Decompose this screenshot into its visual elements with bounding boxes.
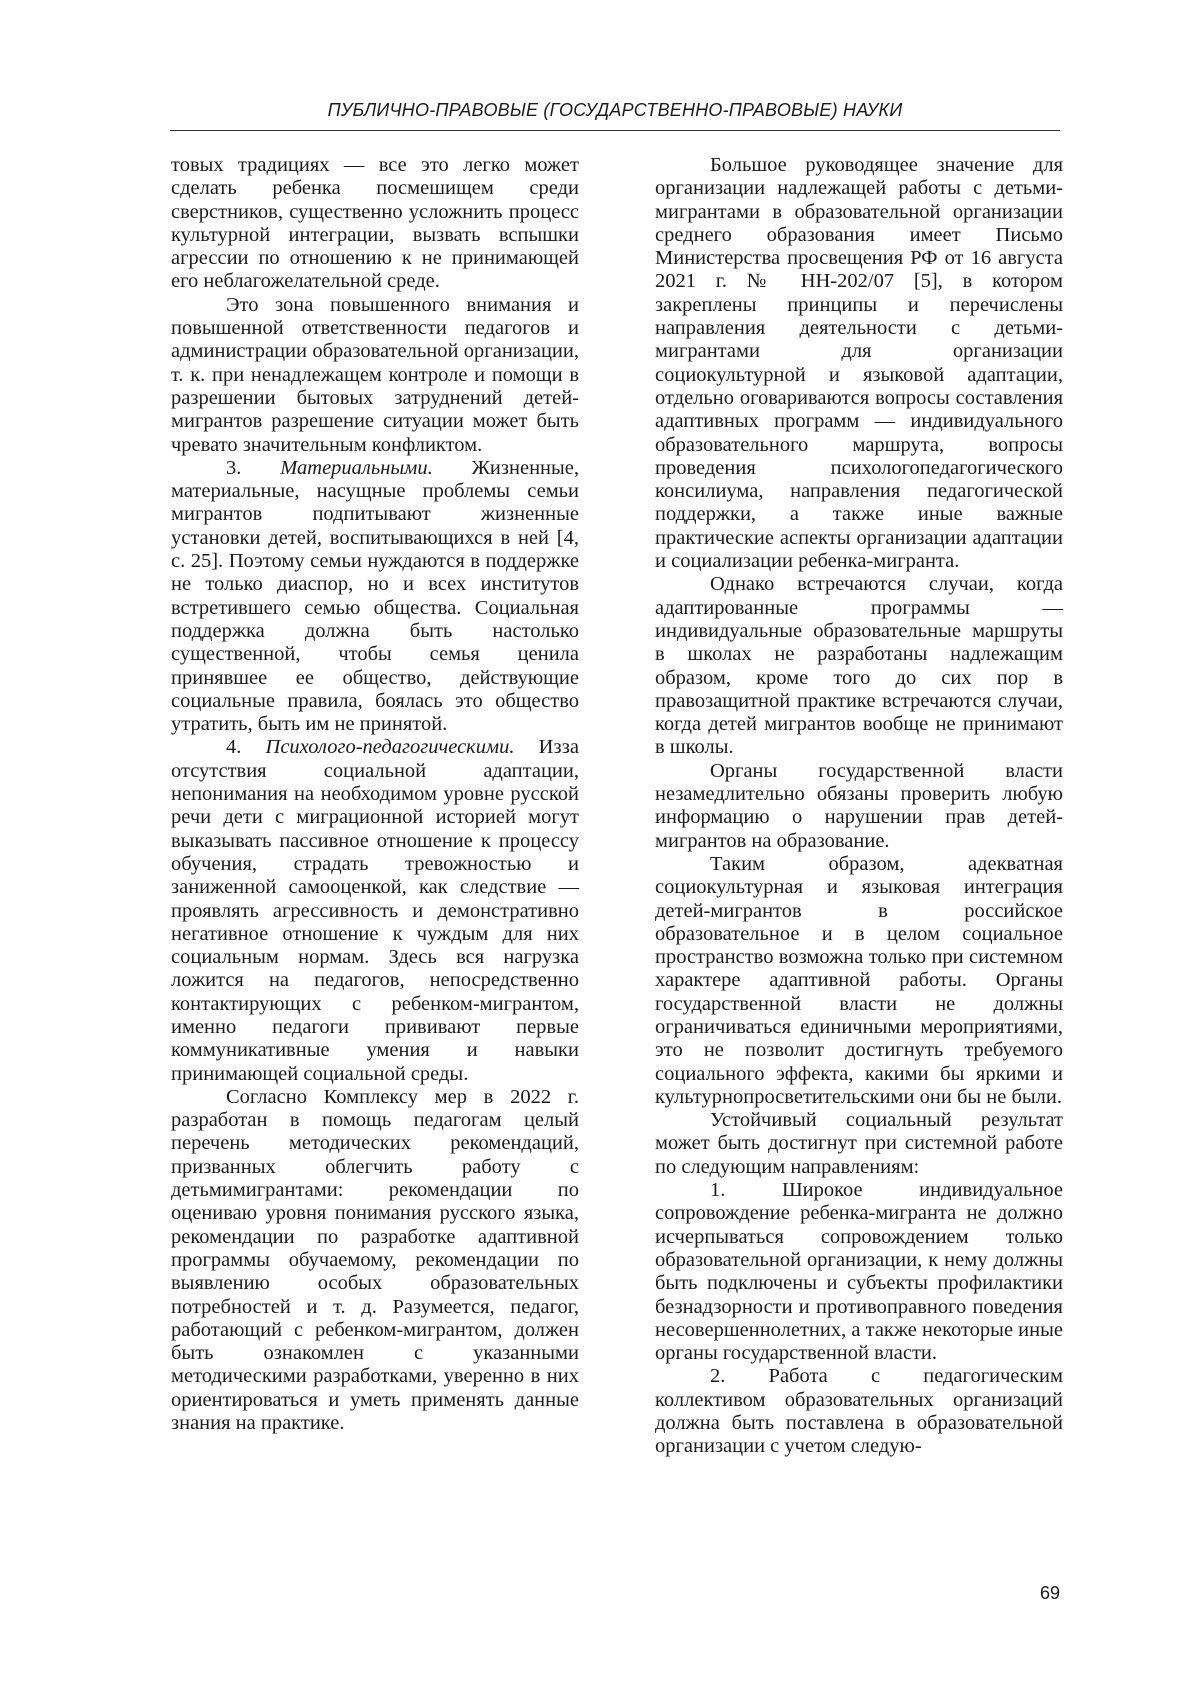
paragraph: Таким образом, адекватная социокультурная и языковая интеграция детей-мигрантов в российское образовательное и в целом социальное пространство возможна только при системном характере адаптивной работы. Органы государственной власти не должны ограничиваться единичными мероприятиями, это не позволит достигнуть требуемого социального эффекта, какими бы яркими и культурнопросветительскими они бы не были. (655, 852, 1063, 1108)
paragraph-item-3 (171, 457, 579, 737)
page-number: 69 (1039, 1583, 1060, 1603)
paragraph: Устойчивый социальный результат может быть достигнут при системной работе по следующим направлениям: (655, 1109, 1063, 1178)
paragraph: Большое руководящее значение для организации надлежащей работы с детьми-мигрантами в образовательной организации среднего образования имеет Письмо Министерства просвещения РФ от 16 августа 2021 г. № НН-202/07 [5], в котором закреплены принципы и перечислены направления деятельности с детьми-мигрантами для организации социокультурной и языковой адаптации, отдельно оговариваются вопросы составления адаптивных программ — индивидуального образовательного маршрута, вопросы проведения психологопедагогического консилиума, направления педагогической поддержки, а также иные важные практические аспекты организации адаптации и социализации ребенка-мигранта. (655, 154, 1063, 573)
paragraph: товых традициях — все это легко может сделать ребенка посмешищем среди сверстников, существенно усложнить процесс культурной интеграции, вызвать вспышки агрессии по отношению к не принимающей его неблагожелательной среде. (171, 154, 579, 293)
item-number: 4. (226, 736, 242, 759)
paragraph: 2. Работа с педагогическим коллективом образовательных организаций должна быть поставлена в образовательной организации с учетом следую- (655, 1365, 1063, 1458)
paragraph: Однако встречаются случаи, когда адаптированные программы — индивидуальные образовательные маршруты в школах не разработаны надлежащим образом, кроме того до сих пор в правозащитной практике встречаются случаи, когда детей мигрантов вообще не принимают в школы. (655, 573, 1063, 759)
running-header: ПУБЛИЧНО-ПРАВОВЫЕ (ГОСУДАРСТВЕННО-ПРАВОВЫЕ) НАУКИ (327, 100, 903, 120)
paragraph: 1. Широкое индивидуальное сопровождение ребенка-мигранта не должно исчерпываться сопровождением только образовательной организации, к нему должны быть подключены и субъекты профилактики безнадзорности и противоправного поведения несовершеннолетних, а также некоторые иные органы государственной власти. (655, 1179, 1063, 1365)
paragraph-item-4 (171, 736, 579, 1085)
left-column (171, 154, 579, 1435)
right-column (655, 154, 1063, 1459)
item-text: Жизненные, материальные, насущные проблемы семьи мигрантов подпитывают жизненные установки детей, воспитывающихся в ней [4, с. 25]. Поэтому семьи нуждаются в поддержке не только диаспор, но и всех институтов встретившего семью общества. Социальная поддержка должна быть настолько существенной, чтобы семья ценила принявшее ее общество, действующие социальные правила, боялась это общество утратить, быть им не принятой. (171, 456, 580, 736)
paragraph: Это зона повышенного внимания и повышенной ответственности педагогов и администрации образовательной организации, т. к. при ненадлежащем контроле и помощи в разрешении бытовых затруднений детей-мигрантов разрешение ситуации может быть чревато значительным конфликтом. (171, 293, 579, 456)
item-text: Изза отсутствия социальной адаптации, непонимания на необходимом уровне русской речи дети с миграционной историей могут выказывать пассивное отношение к процессу обучения, страдать тревожностью и заниженной самооценкой, как следствие — проявлять агрессивность и демонстративно негативное отношение к чуждым для них социальным нормам. Здесь вся нагрузка ложится на педагогов, непосредственно контактирующих с ребенком-мигрантом, именно педагоги прививают первые коммуникативные умения и навыки принимающей социальной среды. (171, 736, 579, 1085)
item-term: Материальными. (280, 456, 433, 479)
header-divider (170, 130, 1060, 131)
paragraph: Органы государственной власти незамедлительно обязаны проверить любую информацию о нарушении прав детей-мигрантов на образование. (655, 759, 1063, 852)
item-number: 3. (226, 456, 242, 479)
item-term: Психолого-педагогическими. (265, 736, 515, 759)
paragraph: Согласно Комплексу мер в 2022 г. разработан в помощь педагогам целый перечень методических рекомендаций, призванных облегчить работу с детьмимигрантами: рекомендации по оцениваю уровня понимания русского языка, рекомендации по разработке адаптивной программы обучаемому, рекомендации по выявлению особых образовательных потребностей и т. д. Разумеется, педагог, работающий с ребенком-мигрантом, должен быть ознакомлен с указанными методическими разработками, уверенно в них ориентироваться и уметь применять данные знания на практике. (171, 1085, 579, 1435)
